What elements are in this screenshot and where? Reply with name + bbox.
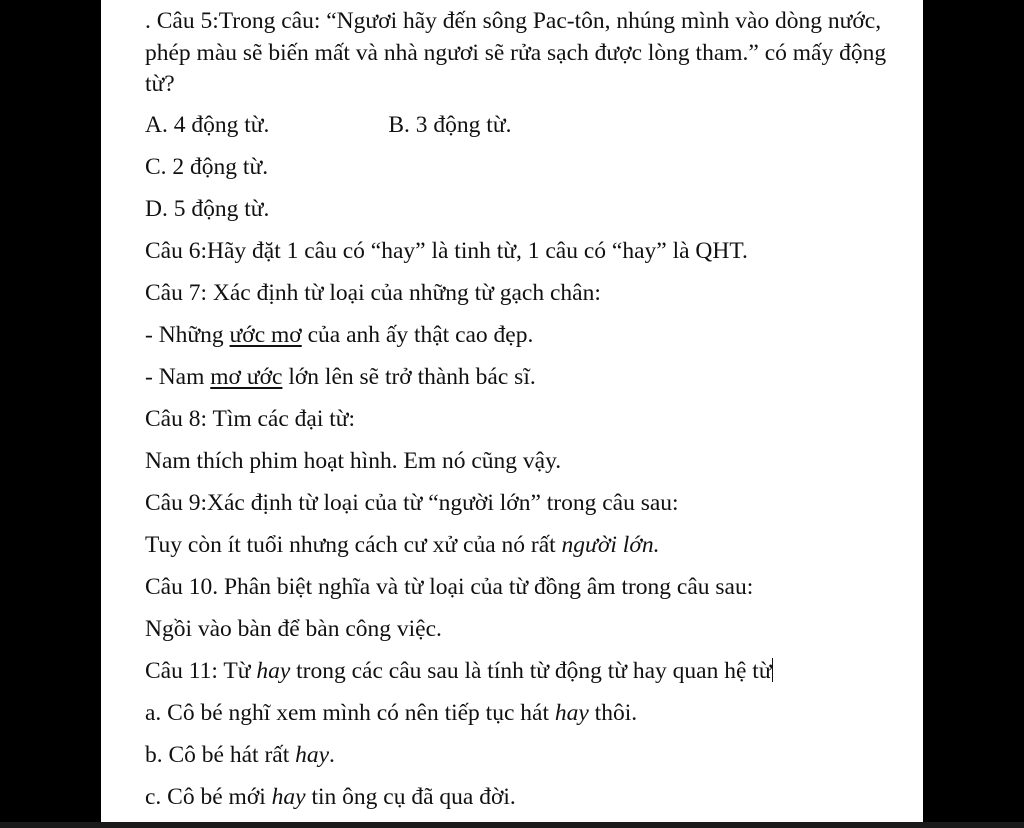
q7-s2-before: - Nam: [145, 363, 211, 390]
q5-option-a: A. 4 động từ.: [145, 111, 270, 138]
q11-b-after: .: [329, 741, 335, 768]
text-cursor: [772, 658, 773, 682]
q7-s2-after: lớn lên sẽ trở thành bác sĩ.: [282, 363, 536, 390]
q5-option-b: B. 3 động từ.: [388, 111, 512, 138]
q11-b-before: b. Cô bé hát rất: [145, 741, 296, 768]
q11-option-c: [145, 776, 913, 818]
q7-s1-after: của anh ấy thật cao đẹp.: [301, 321, 534, 348]
q10-sentence: Ngồi vào bàn để bàn công việc.: [145, 615, 442, 642]
q11-option-a: [145, 692, 913, 734]
question-6: Câu 6:Hãy đặt 1 câu có “hay” là tinh từ, 1 câu có “hay” là QHT.: [145, 237, 748, 264]
q11-prompt-italic: hay: [256, 657, 291, 684]
question-9: Câu 9:Xác định từ loại của từ “người lớn” trong câu sau:: [145, 489, 679, 516]
document-body: [145, 6, 913, 818]
q5-option-d: D. 5 động từ.: [145, 195, 270, 222]
q11-option-b: [145, 734, 913, 776]
question-10: Câu 10. Phân biệt nghĩa và từ loại của từ đồng âm trong câu sau:: [145, 573, 754, 600]
q11-c-after: tin ông cụ đã qua đời.: [305, 783, 516, 810]
q11-a-italic: hay: [554, 699, 589, 726]
q7-s2-underlined-word: mơ ước: [210, 363, 283, 390]
q11-prompt-after: trong các câu sau là tính từ động từ hay quan hệ từ: [290, 657, 772, 684]
question-8: Câu 8: Tìm các đại từ:: [145, 405, 356, 432]
q7-s1-underlined-word: ước mơ: [229, 321, 302, 348]
q7-sentence-2: [145, 356, 913, 398]
q11-prompt-before: Câu 11: Từ: [145, 657, 257, 684]
q11-c-before: c. Cô bé mới: [145, 783, 272, 810]
question-7: Câu 7: Xác định từ loại của những từ gạch chân:: [145, 279, 601, 306]
q9-sentence-before: Tuy còn ít tuổi nhưng cách cư xử của nó rất: [145, 531, 562, 558]
q9-italic-term: người lớn.: [561, 531, 660, 558]
q7-sentence-1: [145, 314, 913, 356]
q11-b-italic: hay: [295, 741, 330, 768]
q8-sentence: Nam thích phim hoạt hình. Em nó cũng vậy.: [145, 447, 562, 474]
question-5: . Câu 5:Trong câu: “Ngươi hãy đến sông Pac-tôn, nhúng mình vào dòng nước, phép màu sẽ biến mất và nhà ngươi sẽ rửa sạch được lòng tham.” có mấy động từ?: [145, 8, 887, 97]
q11-a-after: thôi.: [588, 699, 638, 726]
q5-options-ab: [145, 104, 913, 146]
bottom-frame-bar: [0, 822, 1024, 828]
question-11: [145, 650, 913, 692]
q11-c-italic: hay: [271, 783, 306, 810]
q9-sentence: [145, 524, 913, 566]
q7-s1-before: - Những: [145, 321, 230, 348]
q5-option-c: C. 2 động từ.: [145, 153, 269, 180]
q11-a-before: a. Cô bé nghĩ xem mình có nên tiếp tục hát: [145, 699, 555, 726]
document-page: [101, 0, 923, 822]
